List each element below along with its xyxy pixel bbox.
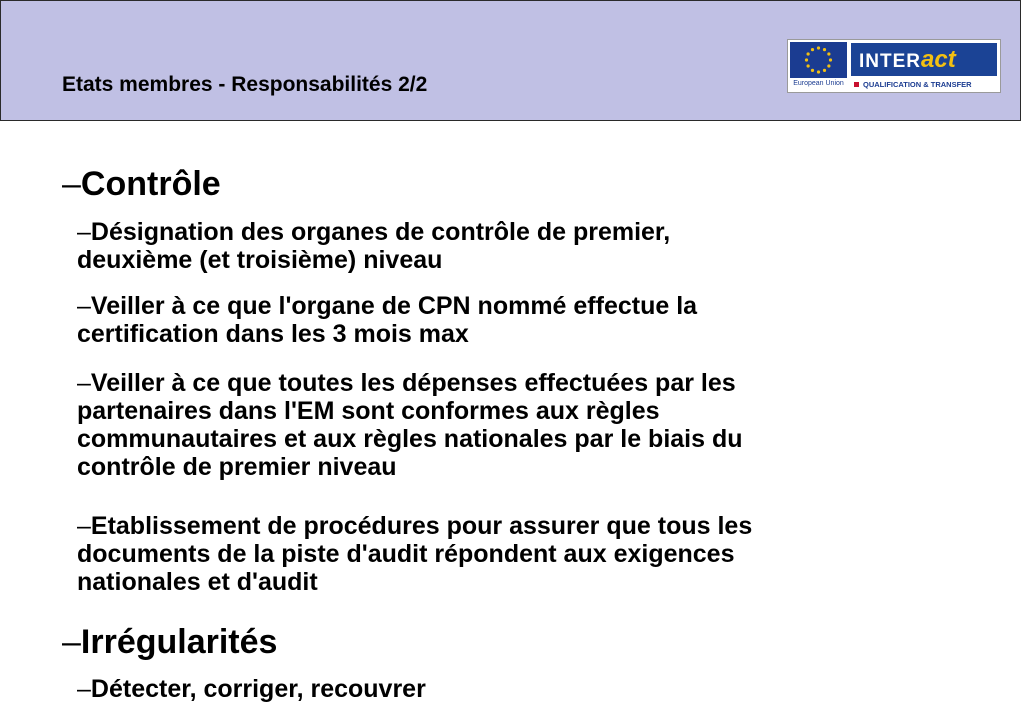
bullet-dash: – <box>77 512 91 540</box>
bullet-text: contrôle de premier niveau <box>77 453 397 481</box>
bullet-level2-veiller-cpn <box>77 292 697 348</box>
bullet-text: Détecter, corriger, recouvrer <box>90 675 426 703</box>
eu-star-icon <box>817 46 820 49</box>
bullet-text: Désignation des organes de contrôle de premier, <box>90 218 671 246</box>
bullet-text: certification dans les 3 mois max <box>77 320 469 348</box>
bullet-level2-veiller-depenses <box>77 369 743 481</box>
eu-star-icon <box>805 58 808 61</box>
eu-emblem <box>790 42 847 90</box>
eu-star-icon <box>823 48 826 51</box>
bullet-level2-detecter <box>77 675 426 703</box>
bullet-text: documents de la piste d'audit répondent aux exigences <box>77 540 735 568</box>
bullet-dash: – <box>62 623 81 661</box>
interact-logo <box>787 39 1001 93</box>
bullet-dash: – <box>77 218 91 246</box>
slide-header <box>0 0 1021 121</box>
eu-flag-icon <box>790 42 847 78</box>
bullet-text: communautaires et aux règles nationales par le biais du <box>77 425 743 453</box>
bullet-text: partenaires dans l'EM sont conformes aux règles <box>77 397 660 425</box>
eu-star-icon <box>817 70 820 73</box>
bullet-dash: – <box>77 675 91 703</box>
bullet-dash: – <box>77 369 91 397</box>
bullet-text: Etablissement de procédures pour assurer que tous les <box>90 512 753 540</box>
eu-star-icon <box>827 52 830 55</box>
interact-banner <box>851 43 997 76</box>
logo-tagline <box>854 80 998 89</box>
bullet-dash: – <box>77 292 91 320</box>
bullet-level2-designation <box>77 218 670 274</box>
bullet-level1-controle <box>62 166 221 202</box>
interact-wordmark-inter: INTER <box>859 51 921 72</box>
bullet-text: Veiller à ce que l'organe de CPN nommé effectue la <box>90 292 698 320</box>
interact-wordmark <box>859 47 956 75</box>
eu-star-icon <box>823 69 826 72</box>
eu-star-icon <box>827 64 830 67</box>
bullet-text: deuxième (et troisième) niveau <box>77 246 443 274</box>
bullet-text: Irrégularités <box>80 623 278 661</box>
red-square-icon <box>854 82 859 87</box>
bullet-text: nationales et d'audit <box>77 568 318 596</box>
bullet-level1-irregularites <box>62 624 277 660</box>
eu-star-icon <box>807 52 810 55</box>
bullet-dash: – <box>62 165 81 203</box>
bullet-level2-procedures <box>77 512 752 596</box>
eu-star-icon <box>807 64 810 67</box>
eu-star-icon <box>829 58 832 61</box>
bullet-text: Contrôle <box>80 165 221 203</box>
eu-caption: European Union <box>793 80 844 87</box>
eu-star-icon <box>811 48 814 51</box>
eu-star-icon <box>811 69 814 72</box>
slide-title: Etats membres - Responsabilités 2/2 <box>62 73 428 96</box>
logo-tagline-text: QUALIFICATION & TRANSFER <box>863 80 972 89</box>
interact-wordmark-act: act <box>921 46 956 73</box>
bullet-text: Veiller à ce que toutes les dépenses effectuées par les <box>90 369 736 397</box>
